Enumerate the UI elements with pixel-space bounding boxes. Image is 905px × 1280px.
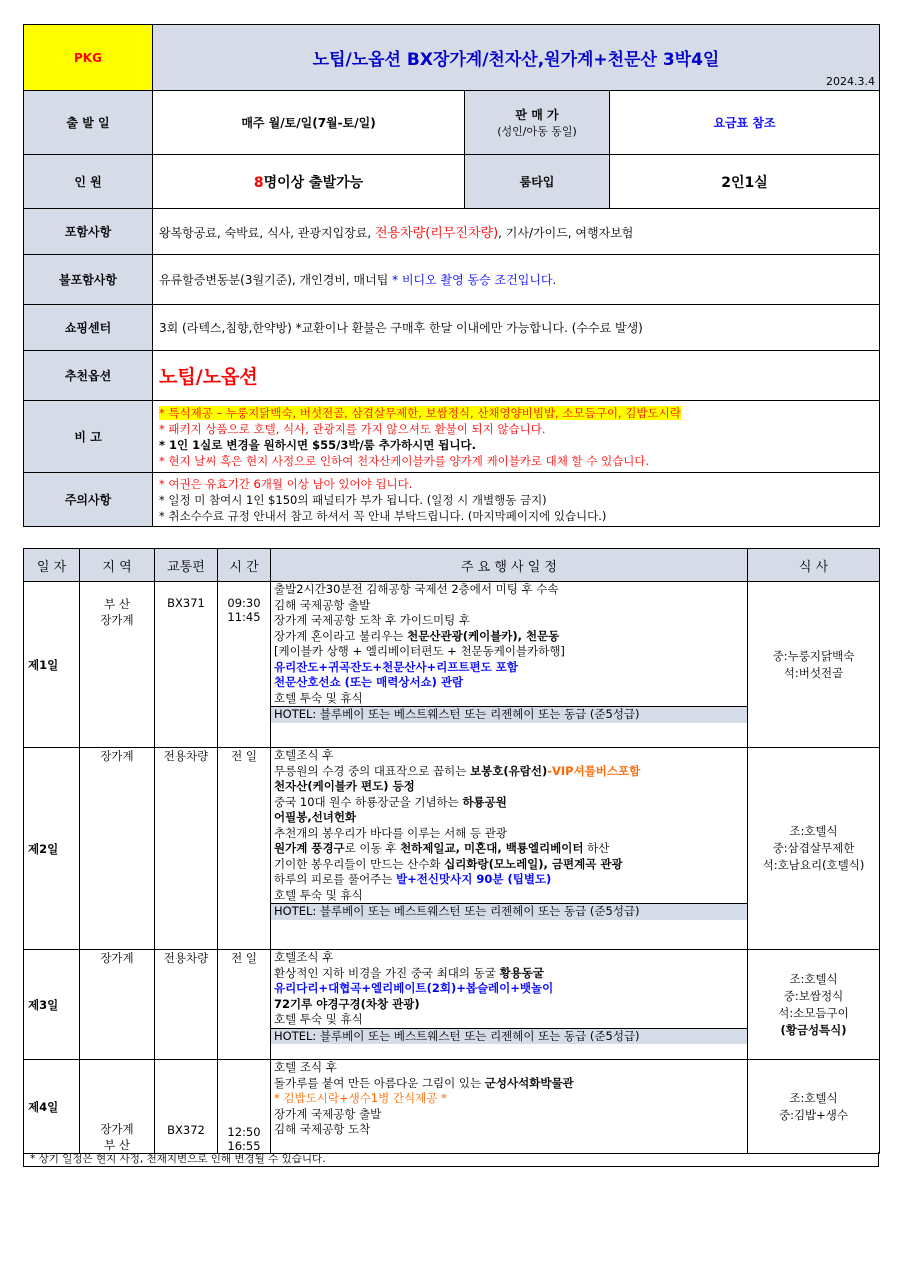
schedule-line [274,1076,744,1092]
option-label: 추천옵션 [24,351,153,401]
remark-highlight: * 특식제공 – 누룽지닭백숙, 버섯전골, 삼겹살무제한, 보쌈정식, 산채영양비빔밥, 소모듬구이, 김밥도시락 [159,405,681,420]
schedule-bold: 하룡공원 [462,794,507,809]
schedule-line [274,764,744,780]
schedule-line: 추천개의 봉우리가 바다를 이루는 서해 등 관광 [274,825,508,840]
schedule-line: 호텔 투숙 및 휴식 [274,690,363,705]
transport-cell: BX372 [155,1060,218,1154]
included-label: 포함사항 [24,209,153,255]
schedule-line: [케이블카 상행 + 엘리베이터편도 + 천문동케이블카하행] [274,644,565,658]
meal-text: (황금성특식) [780,1022,847,1037]
meal-text: 석:소모듬구이 [778,1005,849,1020]
schedule-line: 유리다리+대협곡+엘리베이트(2회)+봅슬레이+뱃놀이 [274,981,554,995]
remarks-value [153,401,880,473]
header-day: 일 자 [24,549,80,582]
region-text: 부 산 [104,597,130,611]
included-text-3: , 기사/가이드, 여행자보험 [498,226,634,240]
schedule-orange: -VIP셔틀버스포함 [547,763,641,778]
meal-text: 석:버섯전골 [783,665,844,680]
schedule-text: 하루의 피로를 풀어주는 [274,872,397,886]
schedule-line: 호텔조식 후 [274,748,334,762]
schedule-bold: 십리화랑(모노레일), 금편계곡 관광 [444,856,623,871]
schedule-line: 천문산호선쇼 (또는 매력상서쇼) 관람 [274,675,464,689]
meal-text: 조:호텔식 [789,824,838,838]
transport-cell: BX371 [155,582,218,748]
schedule-text: 하산 [583,841,610,855]
schedule-line: 천자산(케이블카 편도) 등정 [274,779,415,793]
info-table [23,24,880,527]
remark-line-3: * 1인 1실로 변경을 원하시면 $55/3박/룸 추가하시면 됩니다. [159,437,476,452]
region-cell: 장가계 [80,748,155,950]
room-value: 2인1실 [610,155,880,209]
schedule-text: 환상적인 지하 비경을 가진 중국 최대의 동굴 [274,965,500,980]
schedule-line [274,872,744,888]
schedule-bold: 원가계 풍경구 [274,841,345,855]
hotel-line: HOTEL: 블루베이 또는 베스트웨스턴 또는 리젠헤이 또는 동급 (준5성급) [271,1028,747,1045]
included-text-2: 전용차량(리무진차량) [375,226,499,241]
region-cell: 장가계 [80,950,155,1060]
excluded-value [153,255,880,305]
people-text: 명이상 출발가능 [263,174,364,191]
header-main: 주 요 행 사 일 정 [271,549,748,582]
time-cell: 전 일 [218,748,271,950]
time-text: 11:45 [227,610,261,624]
schedule-line [274,841,744,857]
schedule-bold: 황용동굴 [499,965,544,980]
time-text: 16:55 [227,1139,261,1153]
schedule-text: 무릉원의 수경 중의 대표작으로 꼽히는 [274,763,471,778]
meal-cell [748,950,880,1060]
day-label: 제1일 [24,582,80,748]
transport-cell: 전용차량 [155,748,218,950]
meal-cell [748,748,880,950]
meal-text: 중:김밥+생수 [778,1107,849,1122]
header-time: 시 간 [218,549,271,582]
day-label: 제2일 [24,748,80,950]
table-row [24,748,880,950]
price-label [465,91,610,155]
schedule-line: 출발2시간30분전 김해공항 국제선 2층에서 미팅 후 수속 [274,582,559,596]
hotel-line: HOTEL: 블루베이 또는 베스트웨스턴 또는 리젠헤이 또는 동급 (준5성급) [271,706,747,723]
price-value: 요금표 참조 [610,91,880,155]
departure-label: 출 발 일 [24,91,153,155]
header-region: 지 역 [80,549,155,582]
excluded-text-2: * 비디오 촬영 동승 조건입니다. [392,273,557,287]
schedule-text: 장가계 혼이라고 불리우는 [274,628,408,643]
shopping-value: 3회 (라텍스,침향,한약방) *교환이나 환불은 구매후 한달 이내에만 가능합니다. (수수료 발생) [153,305,880,351]
meal-text: 석:호남요리(호텔식) [762,858,865,872]
time-cell: 전 일 [218,950,271,1060]
schedule-line: 72기루 야경구경(차창 관광) [274,996,420,1011]
schedule-line: 호텔 투숙 및 휴식 [274,1012,363,1026]
schedule-line [274,966,744,982]
price-sub-text: (성인/아동 동일) [497,125,577,138]
time-text: 09:30 [227,596,261,610]
schedule-text: 기이한 봉우리들이 만드는 산수화 [274,856,445,871]
schedule-bold: 군성사석화박물관 [484,1075,574,1090]
meal-text: 중:삼겹살무제한 [772,841,855,855]
schedule-line [274,629,744,645]
excluded-text-1: 유류할증변동분(3월기준), 개인경비, 매너팁 [159,273,393,287]
remark-line-2: * 패키지 상품으로 호텔, 식사, 관광지를 가지 않으셔도 환불이 되지 않습니다. [159,421,546,436]
schedule-header-row [24,549,880,582]
schedule-bold: 천문산관광(케이블카), 천문동 [407,628,560,643]
schedule-line [274,795,744,811]
schedule-line: 호텔조식 후 [274,950,334,964]
table-row [24,582,880,748]
day-label: 제4일 [24,1060,80,1154]
schedule-line: 호텔 조식 후 [274,1060,337,1074]
title-text: 노팁/노옵션 BX장가계/천자산,원가계+천문산 3박4일 [312,50,720,70]
schedule-line: 유리잔도+귀곡잔도+천문산사+리프트편도 포함 [274,659,518,674]
schedule-text: 로 이동 후 [344,841,401,855]
meal-cell [748,1060,880,1154]
doc-date: 2024.3.4 [826,75,876,88]
meal-text: 중:누룽지닭백숙 [772,648,855,663]
table-row [24,950,880,1060]
caution-line-1: * 여권은 유효기간 6개월 이상 남아 있어야 됩니다. [159,476,413,491]
schedule-cell [271,1060,748,1154]
transport-cell: 전용차량 [155,950,218,1060]
schedule-line: * 김밥도시락+생수1병 간식제공 * [274,1091,447,1105]
meal-text: 조:호텔식 [789,1090,838,1105]
schedule-cell [271,582,748,748]
included-value [153,209,880,255]
schedule-line: 어필봉,선녀헌화 [274,810,357,824]
region-cell [80,582,155,748]
room-label: 룸타입 [465,155,610,209]
schedule-line: 김해 국제공항 도착 [274,1122,371,1136]
footnote: * 상기 일정은 현지 사정, 천재지변으로 인해 변경될 수 있습니다. [23,1152,879,1167]
page-title [153,25,880,91]
meal-text: 조:호텔식 [789,971,838,986]
caution-label: 주의사항 [24,473,153,527]
shopping-label: 쇼핑센터 [24,305,153,351]
schedule-cell [271,748,748,950]
remark-line-4: * 현지 날씨 혹은 현지 사정으로 인하여 천자산케이블카를 양가계 케이블카로 대체 할 수 있습니다. [159,453,650,468]
price-label-text: 판 매 가 [515,108,559,122]
people-label: 인 원 [24,155,153,209]
people-num: 8 [253,174,264,191]
excluded-label: 불포함사항 [24,255,153,305]
schedule-line: 장가계 국제공항 도착 후 가이드미팅 후 [274,613,471,627]
meal-text: 중:보쌈정식 [783,988,844,1003]
schedule-line [274,857,744,873]
header-meal: 식 사 [748,549,880,582]
header-transport: 교통편 [155,549,218,582]
departure-value: 매주 월/토/일(7월-토/일) [153,91,465,155]
meal-cell [748,582,880,748]
included-text-1: 왕복항공료, 숙박료, 식사, 관광지입장료, [159,226,375,240]
hotel-line: HOTEL: 블루베이 또는 베스트웨스턴 또는 리젠헤이 또는 동급 (준5성급) [271,903,747,920]
time-cell [218,582,271,748]
schedule-bold: 보봉호(유람선) [470,763,548,778]
option-value: 노팁/노옵션 [153,351,880,401]
day-label: 제3일 [24,950,80,1060]
schedule-line: 장가계 국제공항 출발 [274,1106,382,1121]
schedule-text: 돌가루를 붙여 만든 아름다운 그림이 있는 [274,1075,485,1090]
people-value [153,155,465,209]
caution-line-3: * 취소수수료 규정 안내서 참고 하셔서 꼭 안내 부탁드립니다. (마지막페이지에 있습니다.) [159,508,607,523]
remark-line-1 [159,405,873,421]
schedule-cell [271,950,748,1060]
region-text: 장가계 [100,1122,134,1136]
caution-line-2: * 일정 미 참여시 1인 $150의 패널티가 부가 됩니다. (일정 시 개별행동 금지) [159,492,547,507]
schedule-bold: 천하제일교, 미혼대, 백룡엘리베이터 [400,841,584,855]
time-text: 12:50 [227,1125,261,1139]
region-cell [80,1060,155,1154]
schedule-table [23,548,880,1154]
caution-value [153,473,880,527]
schedule-line: 김해 국제공항 출발 [274,597,371,612]
pkg-badge: PKG [24,25,153,91]
schedule-text: 중국 10대 원수 하룡장군을 기념하는 [274,794,463,809]
region-text: 부 산 [104,1138,130,1152]
region-text: 장가계 [100,613,134,627]
remarks-label: 비 고 [24,401,153,473]
time-cell [218,1060,271,1154]
schedule-blue: 발+전신맛사지 90분 (팁별도) [396,872,552,886]
schedule-line: 호텔 투숙 및 휴식 [274,887,363,902]
table-row [24,1060,880,1154]
